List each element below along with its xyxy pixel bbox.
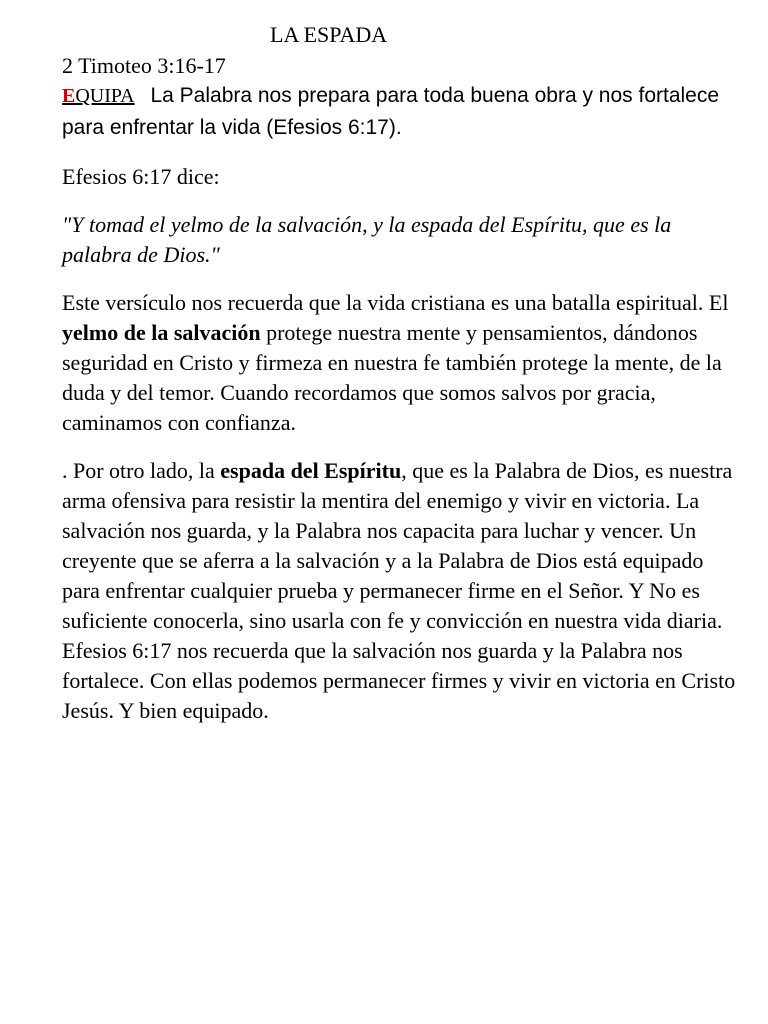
paragraph2-after: , que es la Palabra de Dios, es nuestra arma ofensiva para resistir la mentira del enemigo y vivir en victoria. La salvación nos guarda, y la Palabra nos capacita para luchar y vencer. Un creyente que se aferra a la salvación y a la Palabra de Dios está equipado para enfrentar cualquier prueba y permanecer firme en el Señor. Y No es suficiente conocerla, sino usarla con fe y convicción en nuestra vida diaria. Efesios 6:17 nos recuerda que la salvación nos guarda y la Palabra nos fortalece. Con ellas podemos permanecer firmes y vivir en victoria en Cristo Jesús. Y bien equipado. — [62, 458, 745, 723]
paragraph1-after: protege nuestra mente y pensamientos, dándonos seguridad en Cristo y firmeza en nuestra fe también protege la mente, de la duda y del temor. Cuando recordamos que somos salvos por gracia, caminamos con confianza. — [62, 320, 722, 435]
paragraph1-bold: yelmo de la salvación — [62, 320, 261, 345]
document-page — [62, 18, 744, 744]
paragraph2-before: . Por otro lado, la — [62, 458, 221, 483]
equipa-rest: QUIPA — [75, 85, 135, 107]
paragraph-yelmo — [62, 288, 744, 438]
efesios-intro: Efesios 6:17 dice: — [62, 164, 220, 189]
paragraph2-bold: espada del Espíritu — [220, 458, 402, 483]
equipa-text: La Palabra nos prepara para toda buena obra y nos fortalece para enfrentar la vida (Efesios 6:17). — [62, 84, 720, 139]
page-title: LA ESPADA — [270, 22, 388, 47]
paragraph1-before: Este versículo nos recuerda que la vida cristiana es una batalla espiritual. El — [62, 290, 729, 315]
equipa-paragraph — [62, 80, 744, 144]
paragraph-espada — [62, 456, 744, 726]
equipa-word — [62, 85, 135, 107]
bible-quote: "Y tomad el yelmo de la salvación, y la espada del Espíritu, que es la palabra de Dios." — [62, 212, 672, 267]
scripture-reference: 2 Timoteo 3:16-17 — [62, 53, 226, 78]
equipa-first-letter: E — [62, 85, 76, 107]
